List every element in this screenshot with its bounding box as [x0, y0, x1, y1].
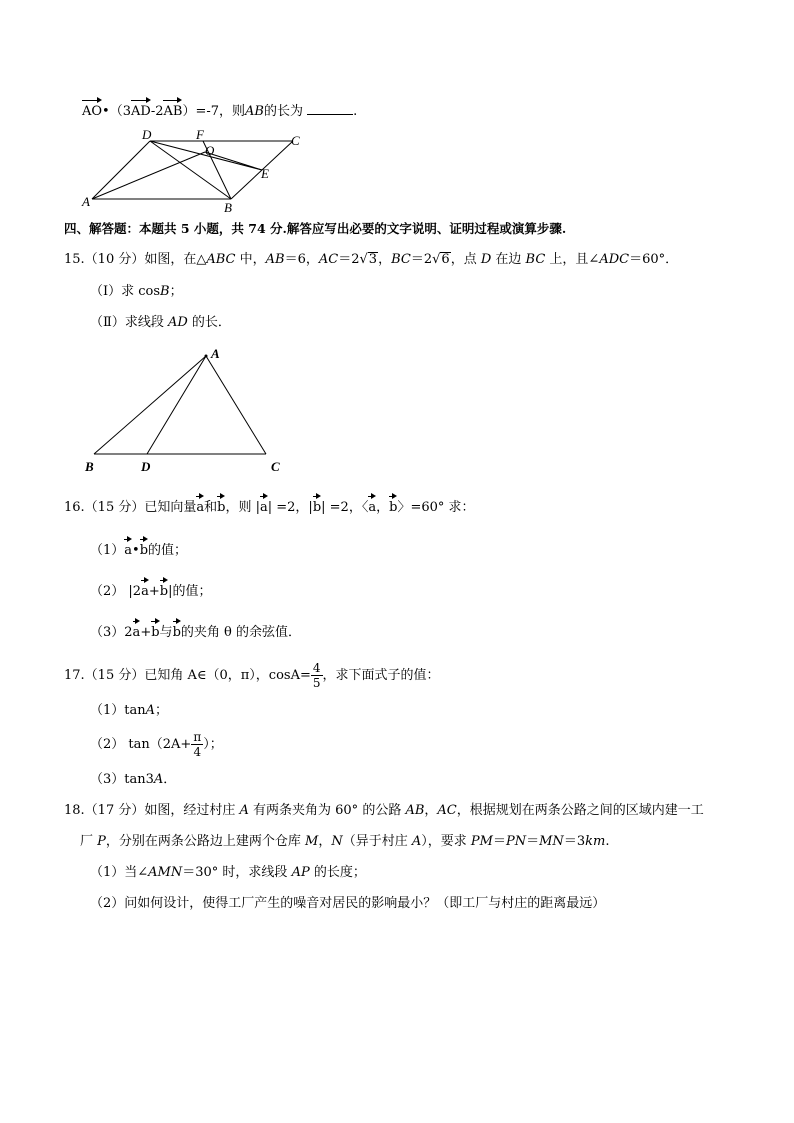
- q14-condition: AO•（3AD-2AB）=-7，则AB的长为 .: [82, 98, 357, 121]
- q16-part2: （2） |2a+b|的值；: [90, 578, 211, 601]
- q17-part3: （3）tan3A．: [90, 772, 177, 787]
- vector-ab: AB: [163, 98, 182, 121]
- label-a: A: [82, 194, 90, 209]
- q18-part1: （1）当∠AMN＝30° 时，求线段 AP 的长度；: [90, 865, 366, 880]
- label-o: O: [205, 143, 215, 158]
- q16-stem: 16.（15 分）已知向量a和b，则 |a| =2，|b| =2，〈a，b〉=60° 求：: [64, 494, 475, 517]
- cos-fraction: $\frac{4}{5}$: [312, 661, 321, 690]
- section-heading: 四、解答题：本题共 5 小题，共 74 分.解答应写出必要的文字说明、证明过程或演算步骤.: [64, 221, 567, 236]
- label-f: F: [196, 127, 204, 142]
- vector-ao: AO: [82, 98, 102, 121]
- q15-part2: （Ⅱ）求线段 AD 的长．: [90, 315, 231, 330]
- q15-stem: 15.（10 分）如图，在△ABC 中，AB＝6，AC＝2√3，BC＝2√6，点 D 在边 BC 上，且∠ADC＝60°．: [64, 252, 679, 267]
- pi-fraction: $\frac{\pi}{4}$: [193, 730, 202, 759]
- q18-stem-line2: 厂 P，分别在两条公路边上建两个仓库 M，N（异于村庄 A），要求 PM＝PN＝MN＝3km.: [80, 834, 610, 849]
- answer-blank: [307, 102, 353, 115]
- label-c: C: [291, 133, 300, 148]
- q17-part2: （2） tan（2A+ $\frac{\pi}{4}$ ）；: [90, 730, 223, 759]
- q18-part2: （2）问如何设计，使得工厂产生的噪音对居民的影响最小？（即工厂与村庄的距离最远）: [90, 896, 606, 911]
- q16-part1: （1）a•b的值；: [90, 537, 187, 560]
- q15-part1: （Ⅰ）求 cosB；: [90, 284, 183, 299]
- label-e: E: [261, 166, 269, 181]
- label-b: B: [85, 459, 94, 474]
- label-b: B: [224, 200, 232, 215]
- q16-part3: （3）2a+b与b的夹角 θ 的余弦值．: [90, 619, 301, 642]
- parallelogram-figure: [78, 126, 318, 216]
- q17-part1: （1）tanA；: [90, 703, 169, 718]
- label-d: D: [142, 127, 152, 142]
- triangle-figure: [80, 344, 300, 476]
- q17-stem: 17.（15 分）已知角 A∈（0，π），cosA= $\frac{4}{5}$ ，求下面式子的值：: [64, 661, 440, 690]
- label-d: D: [141, 459, 151, 474]
- label-c: C: [271, 459, 280, 474]
- label-a: A: [211, 346, 220, 361]
- vector-ad: AD: [131, 98, 151, 121]
- q18-stem-line1: 18.（17 分）如图，经过村庄 A 有两条夹角为 60° 的公路 AB，AC，根据规划在两条公路之间的区域内建一工: [64, 803, 704, 818]
